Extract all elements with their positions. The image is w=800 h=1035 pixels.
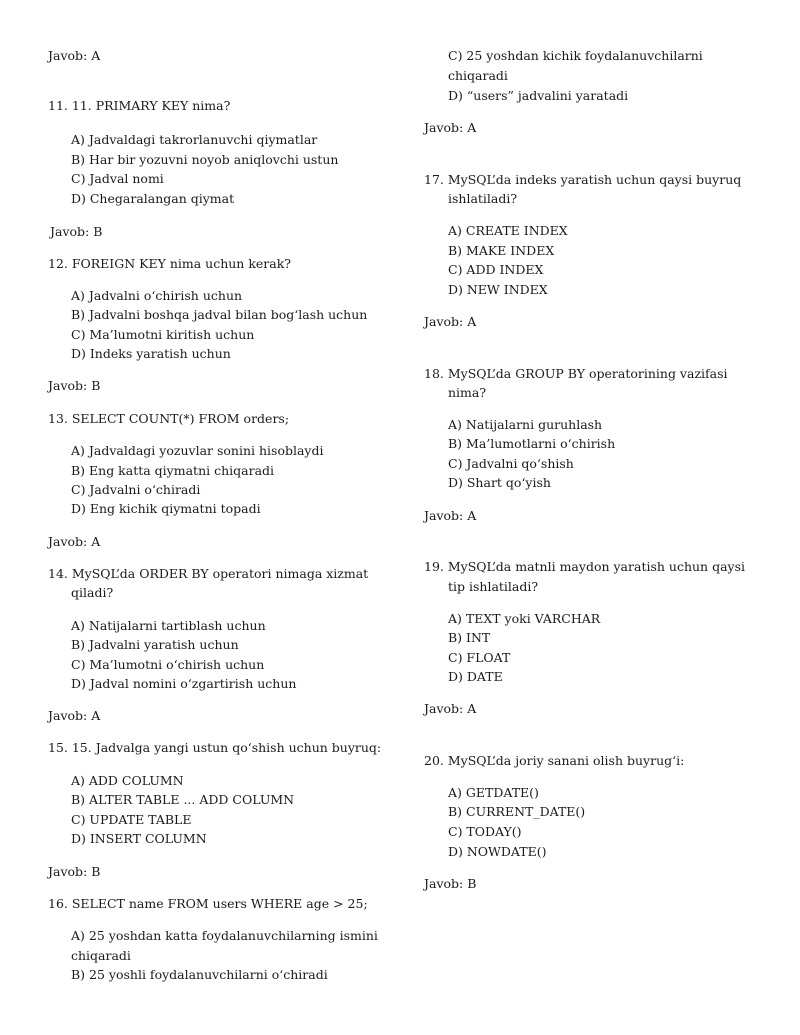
option-line: D) NOWDATE() — [448, 844, 547, 859]
option-line: C) Ma’lumotni kiritish uchun — [71, 327, 255, 342]
option-line: C) FLOAT — [448, 650, 511, 665]
option-line: D) INSERT COLUMN — [71, 831, 207, 846]
option-line: A) Natijalarni tartiblash uchun — [71, 618, 266, 633]
answer-line: Javob: B — [424, 876, 477, 891]
question-title: 15. 15. Jadvalga yangi ustun qo‘shish uchun buyruq: — [48, 740, 382, 755]
option-line: C) TODAY() — [448, 824, 522, 839]
option-line: A) TEXT yoki VARCHAR — [448, 611, 601, 626]
option-line: D) NEW INDEX — [448, 282, 548, 297]
question-title: 12. FOREIGN KEY nima uchun kerak? — [48, 256, 292, 271]
question-title-cont: ishlatiladi? — [448, 191, 518, 206]
question-title: 16. SELECT name FROM users WHERE age > 25; — [48, 896, 368, 911]
option-line: D) Shart qo‘yish — [448, 475, 551, 490]
question-title: 19. MySQL’da matnli maydon yaratish uchun qaysi — [424, 559, 746, 574]
question-title: 20. MySQL’da joriy sanani olish buyrug‘i: — [424, 753, 685, 768]
question-title-cont: nima? — [448, 385, 487, 400]
option-line: A) CREATE INDEX — [448, 223, 568, 238]
option-line: B) 25 yoshli foydalanuvchilarni o‘chiradi — [71, 967, 328, 982]
option-line: B) ALTER TABLE ... ADD COLUMN — [71, 792, 295, 807]
option-line: A) Jadvaldagi yozuvlar sonini hisoblaydi — [71, 443, 324, 458]
option-line: B) Jadvalni boshqa jadval bilan bog‘lash uchun — [71, 307, 368, 322]
option-line: D) DATE — [448, 669, 503, 684]
question-title: 18. MySQL’da GROUP BY operatorining vazifasi — [424, 366, 728, 381]
answer-line: Javob: B — [48, 378, 101, 393]
option-line: D) Eng kichik qiymatni topadi — [71, 501, 261, 516]
question-title: 17. MySQL’da indeks yaratish uchun qaysi buyruq — [424, 172, 742, 187]
option-line: chiqaradi — [71, 948, 131, 963]
option-line: C) Ma’lumotni o‘chirish uchun — [71, 657, 265, 672]
answer-line: Javob: A — [424, 701, 477, 716]
answer-line: Javob: A — [48, 534, 101, 549]
question-title-cont: tip ishlatiladi? — [448, 579, 539, 594]
answer-line: Javob: A — [424, 120, 477, 135]
option-line: A) ADD COLUMN — [71, 773, 184, 788]
option-line: B) Eng katta qiymatni chiqaradi — [71, 463, 275, 478]
option-line: A) Jadvalni o‘chirish uchun — [71, 288, 243, 303]
option-line: B) Har bir yozuvni noyob aniqlovchi ustun — [71, 152, 339, 167]
option-line: B) INT — [448, 630, 491, 645]
option-line: B) MAKE INDEX — [448, 243, 555, 258]
option-line: D) Jadval nomini o‘zgartirish uchun — [71, 676, 297, 691]
option-line: B) Jadvalni yaratish uchun — [71, 637, 239, 652]
option-line: D) Indeks yaratish uchun — [71, 346, 231, 361]
option-line: A) 25 yoshdan katta foydalanuvchilarning ismini — [71, 928, 378, 943]
question-title: 13. SELECT COUNT(*) FROM orders; — [48, 411, 290, 426]
option-line: C) ADD INDEX — [448, 262, 544, 277]
option-line: chiqaradi — [448, 68, 508, 83]
answer-line: Javob: A — [48, 708, 101, 723]
option-line: D) Chegaralangan qiymat — [71, 191, 235, 206]
answer-line: Javob: B — [50, 224, 103, 239]
answer-line: Javob: A — [424, 314, 477, 329]
option-line: C) Jadval nomi — [71, 171, 164, 186]
question-title-cont: qiladi? — [71, 585, 114, 600]
question-title: 14. MySQL’da ORDER BY operatori nimaga xizmat — [48, 566, 369, 581]
option-line: B) Ma’lumotlarni o‘chirish — [448, 436, 616, 451]
answer-line: Javob: B — [48, 864, 101, 879]
answer-line: Javob: A — [424, 508, 477, 523]
question-title: 11. 11. PRIMARY KEY nima? — [48, 98, 231, 113]
option-line: A) GETDATE() — [448, 785, 539, 800]
option-line: A) Jadvaldagi takrorlanuvchi qiymatlar — [71, 132, 318, 147]
option-line: C) UPDATE TABLE — [71, 812, 192, 827]
option-line: C) Jadvalni o‘chiradi — [71, 482, 201, 497]
answer-line: Javob: A — [48, 48, 101, 63]
option-line: D) “users” jadvalini yaratadi — [448, 88, 629, 103]
option-line: B) CURRENT_DATE() — [448, 804, 586, 819]
option-line: C) Jadvalni qo‘shish — [448, 456, 574, 471]
option-line: C) 25 yoshdan kichik foydalanuvchilarni — [448, 48, 703, 63]
option-line: A) Natijalarni guruhlash — [448, 417, 603, 432]
